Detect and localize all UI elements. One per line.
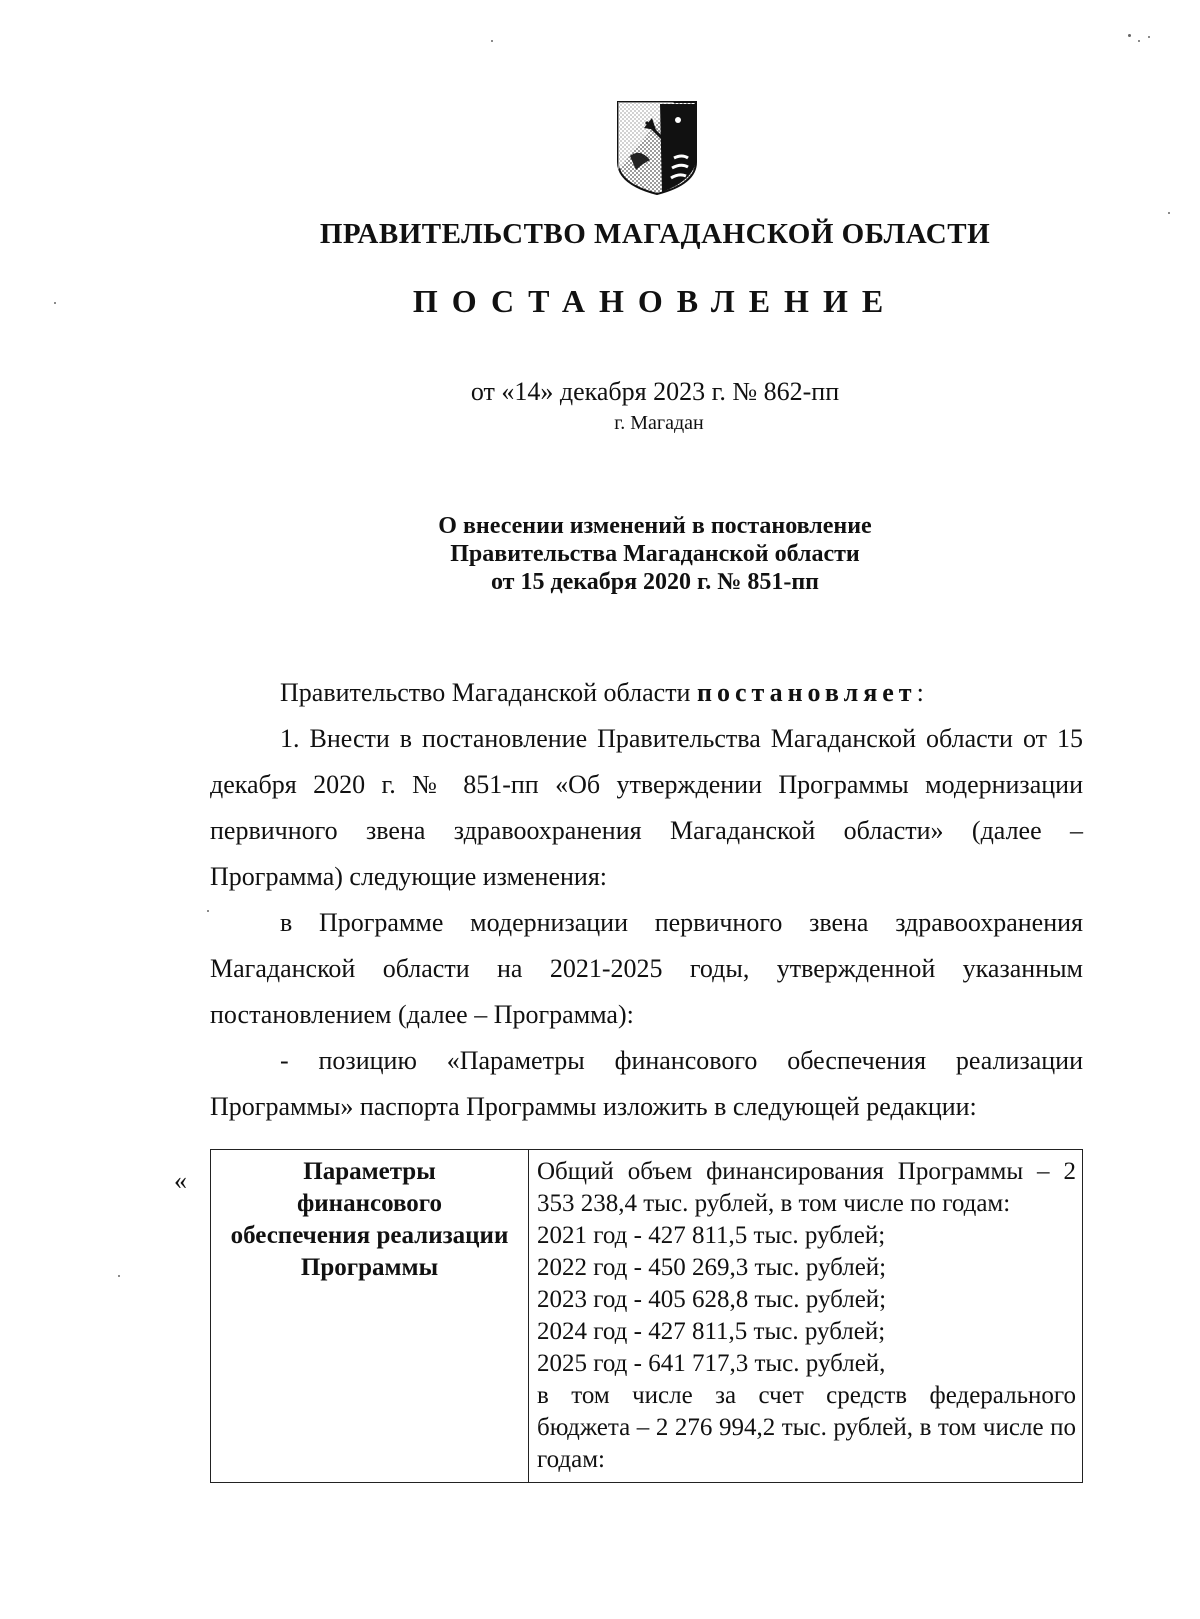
paragraph-item-1: 1. Внести в постановление Правительства Магаданской области от 15 декабря 2020 г. № 851-пп «Об утверждении Программы модернизации первичного звена здравоохранения Магаданской области» (далее – Программа) следующие изменения: — [210, 724, 1083, 891]
scan-speck — [491, 40, 493, 42]
year-financing-line: 2021 год - 427 811,5 тыс. рублей; — [537, 1222, 886, 1249]
scan-speck — [1168, 212, 1170, 214]
paragraph-item-2: в Программе модернизации первичного звена здравоохранения Магаданской области на 2021-2025 годы, утвержденной указанным постановлением (далее – Программа): — [210, 908, 1083, 1029]
financing-parameters-table — [210, 1149, 1083, 1483]
year-financing-line: 2022 год - 450 269,3 тыс. рублей; — [537, 1254, 887, 1281]
resolves-keyword: постановляет — [696, 678, 917, 707]
intro-prefix: Правительство Магаданской области — [280, 678, 697, 707]
opening-quote: « — [174, 1166, 187, 1195]
parameter-name-cell — [211, 1150, 529, 1483]
document-type: ПОСТАНОВЛЕНИЕ — [412, 283, 898, 319]
scan-speck — [1138, 40, 1140, 42]
total-financing-text: Общий объем финансирования Программы – 2 353 238,4 тыс. рублей, в том числе по годам: — [537, 1158, 1076, 1217]
parameter-name-line: Параметры — [303, 1158, 436, 1185]
government-title: ПРАВИТЕЛЬСТВО МАГАДАНСКОЙ ОБЛАСТИ — [319, 218, 991, 250]
year-financing-line: 2023 год - 405 628,8 тыс. рублей; — [537, 1286, 887, 1313]
scan-speck — [54, 302, 56, 304]
year-financing-line: 2025 год - 641 717,3 тыс. рублей, — [537, 1350, 886, 1377]
parameter-value-cell — [529, 1150, 1083, 1483]
document-subject — [0, 512, 1200, 596]
parameter-name-line: финансового — [296, 1190, 443, 1217]
document-body — [210, 670, 1083, 1130]
document-date-number: от «14» декабря 2023 г. № 862-пп — [470, 377, 840, 406]
scan-speck — [1148, 36, 1150, 38]
year-financing-line: 2024 год - 427 811,5 тыс. рублей; — [537, 1318, 886, 1345]
subject-line: Правительства Магаданской области — [450, 541, 860, 567]
scan-speck — [118, 1275, 120, 1277]
parameter-name-line: обеспечения реализации — [230, 1222, 509, 1249]
document-city: г. Магадан — [614, 412, 704, 434]
parameter-name-line: Программы — [300, 1254, 439, 1281]
subject-line: от 15 декабря 2020 г. № 851-пп — [490, 569, 820, 595]
coat-of-arms-icon — [616, 100, 698, 196]
federal-financing-text: в том числе за счет средств федерального бюджета – 2 276 994,2 тыс. рублей, в том числе по годам: — [537, 1382, 1076, 1473]
paragraph-item-3: - позицию «Параметры финансового обеспечения реализации Программы» паспорта Программы изложить в следующей редакции: — [210, 1046, 1083, 1121]
table-row — [211, 1150, 1083, 1483]
intro-suffix: : — [916, 678, 924, 707]
intro-paragraph — [210, 670, 1083, 716]
subject-line: О внесении изменений в постановление — [438, 513, 872, 539]
scan-speck — [207, 910, 209, 912]
scan-speck — [1128, 34, 1131, 37]
